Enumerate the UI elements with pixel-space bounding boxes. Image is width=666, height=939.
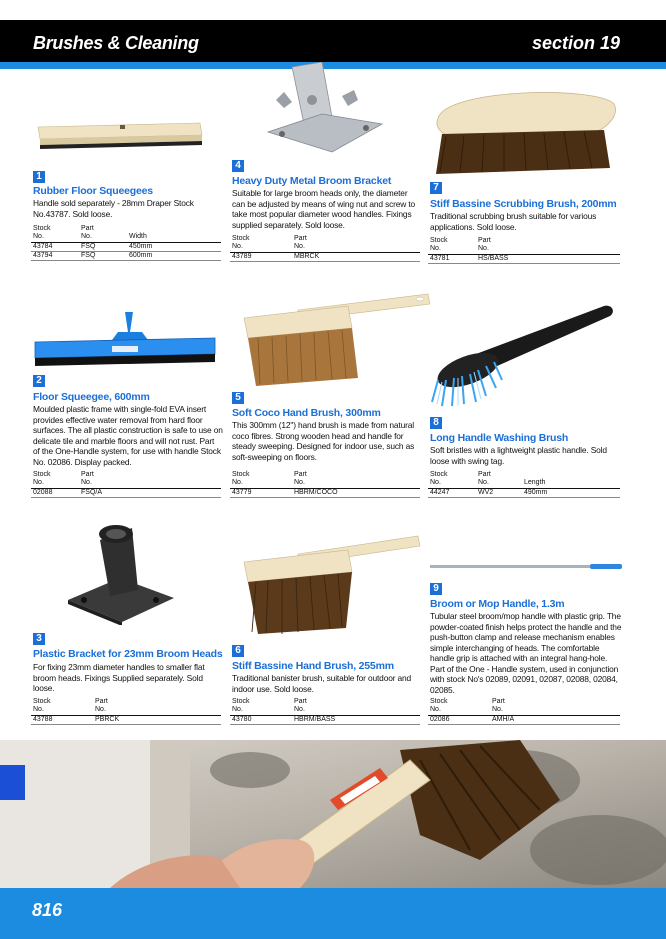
- product-5-table: Stock No. Part No. 43779 HBRM/COCO: [230, 471, 420, 498]
- product-1-title: Rubber Floor Squeegees: [33, 185, 153, 197]
- product-8-number: 8: [430, 417, 442, 429]
- table-row: 43788 PBRCK: [31, 716, 221, 725]
- product-7-table: Stock No. Part No. 43781 HS/BASS: [428, 237, 620, 264]
- product-2-title: Floor Squeegee, 600mm: [33, 391, 150, 403]
- section-label: section 19: [531, 33, 620, 53]
- product-1-table: Stock No. Part No. Width 43784 FSQ 450mm 43794 FSQ 600mm: [31, 225, 221, 261]
- product-2-table: Stock No. Part No. 02088 FSQ/A: [31, 471, 221, 498]
- product-5-description: This 300mm (12") hand brush is made from natural coco fibres. Strong wooden head and handle for steady sweeping. Designed for indoor use, such as soft-sweeping on floors.: [232, 420, 415, 462]
- section-tab: [0, 765, 25, 800]
- product-9-table: Stock No. Part No. 02086 AMH/A: [428, 698, 620, 725]
- product-3-table: Stock No. Part No. 43788 PBRCK: [31, 698, 221, 725]
- table-row: 43781 HS/BASS: [428, 255, 620, 264]
- product-6-title: Stiff Bassine Hand Brush, 255mm: [232, 660, 394, 672]
- product-9-title: Broom or Mop Handle, 1.3m: [430, 598, 565, 610]
- product-3-image: [60, 520, 180, 625]
- product-9-image: [428, 560, 623, 574]
- table-row: 43779 HBRM/COCO: [230, 489, 420, 498]
- page-footer: [0, 888, 666, 939]
- product-5-number: 5: [232, 392, 244, 404]
- product-9-description: Tubular steel broom/mop handle with plastic grip. The powder-coated finish helps protect the handle and the push-button clamp and release mechanism enables simple interchanging of heads. The comfortable handle grip is attached with an integral hang-hole. Part of the One - Handle system, used in conjunction with stock No's 02089, 02091, 02087, 02088, 02084, 02085.: [430, 611, 622, 695]
- page-title: Brushes & Cleaning: [33, 33, 199, 53]
- product-6-table: Stock No. Part No. 43780 HBRM/BASS: [230, 698, 420, 725]
- product-8-image: [428, 300, 623, 412]
- product-1-image: [30, 105, 210, 165]
- table-row: 02088 FSQ/A: [31, 489, 221, 498]
- product-9-number: 9: [430, 583, 442, 595]
- product-1-description: Handle sold separately - 28mm Draper Stock No.43787. Sold loose.: [33, 198, 194, 219]
- product-7-image: [428, 78, 623, 180]
- product-4-table: Stock No. Part No. 43789 MBRCK: [230, 235, 420, 262]
- table-row: 02086 AMH/A: [428, 716, 620, 725]
- page-header: [0, 20, 666, 62]
- product-4-title: Heavy Duty Metal Broom Bracket: [232, 175, 392, 187]
- product-2-description: Moulded plastic frame with single-fold EVA insert provides effective water removal from hard floor surfaces. The all plastic construction is safe to use on delicate tile and marble floors and will not rust. Part of the One-Handle system, for use with handle Stock No. 02086. Display packed.: [33, 404, 223, 467]
- table-row: 43789 MBRCK: [230, 253, 420, 262]
- product-8-title: Long Handle Washing Brush: [430, 432, 569, 444]
- product-7-title: Stiff Bassine Scrubbing Brush, 200mm: [430, 198, 617, 210]
- product-3-title: Plastic Bracket for 23mm Broom Heads: [33, 648, 223, 660]
- product-8-description: Soft bristles with a lightweight plastic handle. Sold loose with swing tag.: [430, 445, 607, 466]
- lifestyle-photo: [0, 740, 666, 888]
- page-number: 816: [32, 900, 63, 920]
- product-5-title: Soft Coco Hand Brush, 300mm: [232, 407, 381, 419]
- product-6-image: [238, 530, 428, 640]
- product-3-number: 3: [33, 633, 45, 645]
- table-row: 43784 FSQ 450mm: [31, 243, 221, 252]
- product-1-number: 1: [33, 171, 45, 183]
- product-6-description: Traditional banister brush, suitable for outdoor and indoor use. Sold loose.: [232, 673, 412, 694]
- product-7-description: Traditional scrubbing brush suitable for various applications. Sold loose.: [430, 211, 597, 232]
- table-row: 43794 FSQ 600mm: [31, 252, 221, 261]
- product-4-image: [262, 62, 392, 157]
- product-5-image: [238, 288, 433, 388]
- product-3-description: For fixing 23mm diameter handles to smaller flat broom heads. Fixings Supplied separately. Sold loose.: [33, 662, 205, 693]
- product-2-image: [30, 310, 220, 375]
- product-4-number: 4: [232, 160, 244, 172]
- product-7-number: 7: [430, 182, 442, 194]
- table-row: 43780 HBRM/BASS: [230, 716, 420, 725]
- product-8-table: Stock No. Part No. Length 44247 WV2 490mm: [428, 471, 620, 498]
- product-4-description: Suitable for large broom heads only, the diameter can be adjusted by means of wing nut and screw to take most popular diameter wood handles. Fixings supplied separately. Sold loose.: [232, 188, 416, 230]
- product-6-number: 6: [232, 645, 244, 657]
- product-2-number: 2: [33, 375, 45, 387]
- table-row: 44247 WV2 490mm: [428, 489, 620, 498]
